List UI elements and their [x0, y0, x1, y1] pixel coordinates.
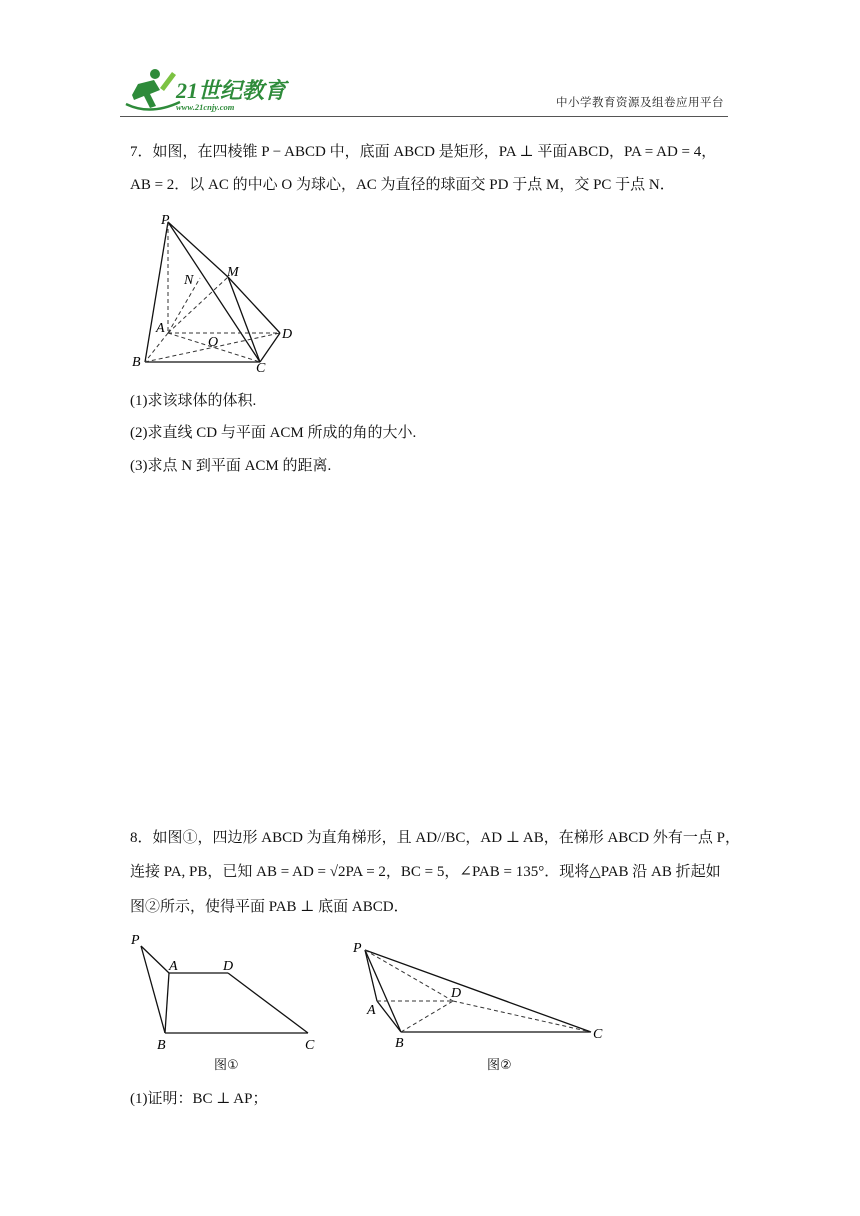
q8-sub1: (1)证明：BC ⊥ AP； [130, 1091, 268, 1107]
label-C: C [256, 361, 266, 373]
fig2-label-B: B [395, 1036, 404, 1051]
fig1-label-A: A [169, 959, 178, 974]
logo [120, 64, 295, 114]
q7-sub2: (2)求直线 CD 与平面 ACM 所成的角的大小. [130, 425, 417, 441]
q7-sub3: (3)求点 N 到平面 ACM 的距离. [130, 458, 332, 474]
label-M: M [227, 265, 239, 280]
q7-figure [125, 208, 300, 373]
platform-name: 中小学教育资源及组卷应用平台 [556, 95, 724, 109]
logo-text: 21世纪教育 [176, 78, 287, 103]
fig2-label-P: P [353, 941, 362, 956]
q8-figure2 [345, 935, 615, 1055]
label-P: P [161, 213, 170, 228]
q8-figure1 [125, 930, 330, 1055]
fig1-label-D: D [223, 959, 234, 974]
fig2-label-D: D [451, 986, 462, 1001]
fig2-label-A: A [367, 1003, 376, 1018]
fig2-label-C: C [593, 1027, 603, 1042]
fig1-label-P: P [131, 933, 140, 948]
page-header [120, 64, 728, 117]
q8-line2: 连接 PA, PB，已知 AB = AD = √2PA = 2，BC = 5，∠PAB = 135°．现将△PAB 沿 AB 折起如 [130, 864, 721, 880]
q7-line2: AB = 2．以 AC 的中心 O 为球心，AC 为直径的球面交 PD 于点 M，交 PC 于点 N． [130, 177, 675, 193]
q8-fig2-caption: 图② [487, 1058, 512, 1073]
fig1-label-C: C [305, 1038, 315, 1053]
label-B: B [132, 355, 141, 370]
q7-sub1: (1)求该球体的体积. [130, 393, 257, 409]
label-D: D [282, 327, 293, 342]
q7-line1: 7．如图，在四棱锥 P − ABCD 中，底面 ABCD 是矩形，PA ⊥ 平面ABCD，PA = AD = 4， [130, 144, 717, 160]
q8-line1: 8．如图①，四边形 ABCD 为直角梯形，且 AD//BC，AD ⊥ AB，在梯形 ABCD 外有一点 P， [130, 830, 740, 846]
q8-line3: 图②所示，使得平面 PAB ⊥ 底面 ABCD． [130, 899, 409, 915]
label-A: A [156, 321, 165, 336]
label-N: N [184, 273, 194, 288]
fig1-label-B: B [157, 1038, 166, 1053]
runner-icon [126, 69, 180, 110]
logo-url: www.21cnjy.com [176, 102, 235, 112]
label-O: O [208, 335, 219, 350]
q8-fig1-caption: 图① [214, 1058, 239, 1073]
